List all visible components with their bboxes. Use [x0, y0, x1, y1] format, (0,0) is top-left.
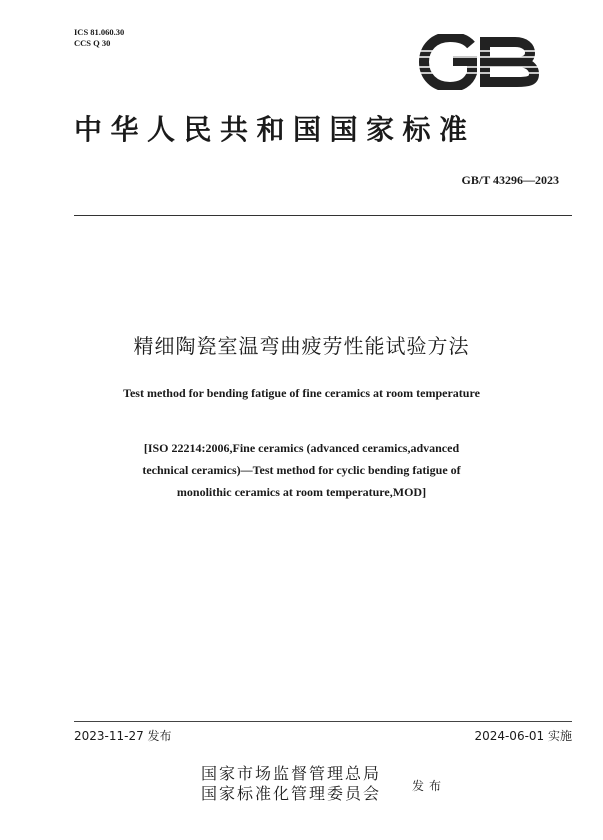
iso-reference: [0, 437, 603, 503]
issuer-sac: 国家标准化管理委员会: [201, 784, 382, 803]
classification-codes: [74, 27, 124, 49]
iso-reference-line: technical ceramics)—Test method for cyclic bending fatigue of: [142, 463, 461, 477]
document-title-en: Test method for bending fatigue of fine ceramics at room temperature: [123, 386, 480, 400]
gb-logo-letters: [424, 37, 534, 87]
issuing-authorities: [201, 764, 381, 804]
gb-logo-graphic: [419, 34, 541, 90]
iso-reference-line: [ISO 22214:2006,Fine ceramics (advanced ceramics,advanced: [143, 441, 460, 455]
document-title-cn: 精细陶瓷室温弯曲疲劳性能试验方法: [133, 334, 470, 358]
implementation-date: 2024-06-01 实施: [474, 729, 572, 743]
issue-date: 2023-11-27 发布: [74, 729, 172, 743]
gb-logo: [419, 34, 541, 90]
ccs-code: CCS Q 30: [74, 38, 111, 48]
ics-code: ICS 81.060.30: [74, 27, 125, 37]
issuer-samr: 国家市场监督管理总局: [201, 764, 382, 783]
standard-number: GB/T 43296—2023: [461, 173, 559, 187]
header-divider: [74, 215, 572, 216]
iso-reference-line: monolithic ceramics at room temperature,MOD]: [176, 485, 427, 499]
footer-divider: [74, 721, 572, 722]
publish-label: 发布: [412, 779, 447, 793]
national-standard-title: 中华人民共和国国家标准: [74, 113, 476, 146]
